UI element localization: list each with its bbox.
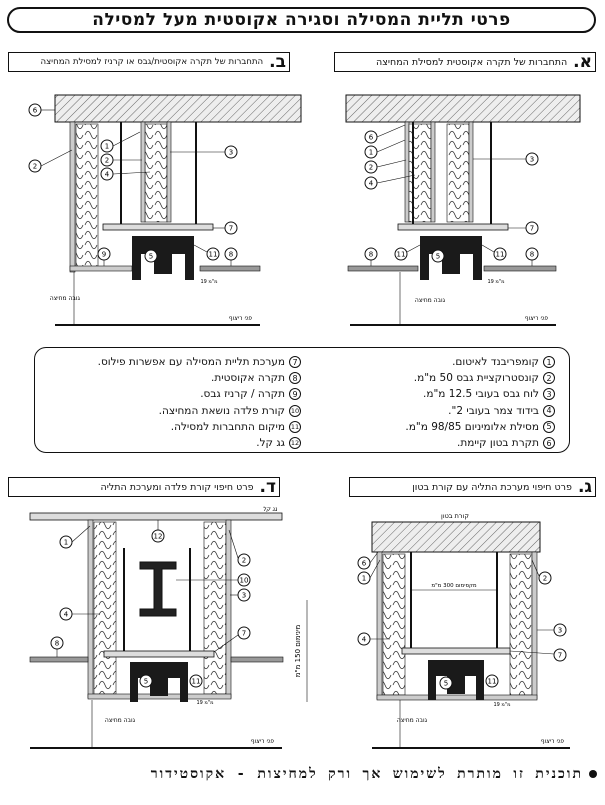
legend-item: 7 מערכת תליית המסילה עם אפשרות פילוס. — [98, 354, 301, 370]
callout-8-right — [526, 248, 538, 266]
panel-d-letter: ד. — [259, 477, 276, 497]
gypsum-board — [405, 122, 409, 222]
svg-text:1: 1 — [63, 538, 69, 547]
partition-height-label: גובה מחיצה — [104, 717, 136, 724]
acoustic-ceiling — [200, 266, 260, 271]
diagram-b — [29, 95, 301, 325]
callout-3 — [537, 624, 566, 636]
callout-11 — [190, 675, 202, 687]
concrete-ceiling — [55, 95, 301, 122]
hanging-plate — [103, 224, 213, 230]
gypsum-soffit — [377, 695, 537, 700]
svg-text:7: 7 — [557, 651, 563, 660]
panel-c-text: פרט חיפוי מערכת התליה עם קורת בטון — [412, 481, 572, 493]
concrete-beam-label: קורת בטון — [441, 512, 469, 520]
partition-height-label: גובה מחיצה — [49, 295, 80, 302]
panel-a-text: התחברות של תקרה אקוסטית למסילת המחיצה — [376, 56, 568, 68]
top-diagrams — [0, 0, 605, 345]
gypsum-board — [88, 520, 93, 698]
svg-text:2: 2 — [368, 163, 374, 172]
legend-item: 12 גג קל. — [256, 437, 300, 450]
gypsum-board — [167, 122, 171, 222]
cornice — [70, 266, 132, 271]
svg-text:7: 7 — [228, 224, 234, 233]
dim-19mm: 19 מ"מ — [493, 702, 511, 708]
svg-text:1: 1 — [104, 142, 110, 151]
callout-2 — [29, 150, 72, 172]
svg-text:11: 11 — [495, 250, 505, 259]
callout-2 — [365, 160, 406, 173]
svg-text:11: 11 — [396, 250, 406, 259]
aluminum-track — [428, 660, 484, 700]
panel-c-letter: ג. — [577, 477, 592, 497]
svg-text:12: 12 — [153, 532, 163, 541]
insulation — [94, 522, 116, 694]
svg-text:3: 3 — [241, 591, 247, 600]
callout-3 — [473, 153, 538, 165]
gypsum-board — [70, 122, 75, 272]
callout-6 — [29, 104, 55, 116]
panel-b-text: התחברות של תקרה אקוסטית/גבס או קרניז למסילת המחיצה — [40, 57, 264, 67]
insulation — [76, 124, 98, 270]
concrete-beam — [372, 522, 540, 552]
callout-3 — [170, 146, 237, 158]
max300-label: מקסימום 300 מ"מ — [431, 583, 477, 589]
panel-a-letter: א. — [573, 52, 592, 72]
callout-6 — [358, 552, 378, 569]
insulation — [145, 124, 167, 222]
callout-5 — [145, 250, 157, 262]
svg-text:8: 8 — [368, 250, 374, 259]
svg-text:4: 4 — [63, 610, 69, 619]
acoustic-ceiling-left — [348, 266, 418, 271]
legend-left-column — [98, 354, 301, 451]
bullet-icon — [589, 770, 597, 778]
callout-1 — [60, 526, 90, 548]
svg-text:2: 2 — [542, 574, 548, 583]
bottom-diagrams — [0, 470, 605, 760]
callout-5 — [140, 675, 152, 687]
legend-right-column — [405, 354, 555, 451]
diagram-c — [358, 512, 570, 748]
svg-text:4: 4 — [104, 170, 110, 179]
acoustic-ceiling-right — [484, 266, 556, 271]
svg-text:5: 5 — [443, 679, 449, 688]
svg-text:5: 5 — [148, 252, 154, 261]
floor-label: פני ריצוף — [228, 315, 252, 322]
svg-text:4: 4 — [368, 179, 374, 188]
svg-text:11: 11 — [487, 677, 497, 686]
gypsum-board — [141, 122, 145, 222]
floor-label: פני ריצוף — [540, 738, 564, 745]
dim-19mm: 19 מ"מ — [196, 700, 214, 706]
svg-text:9: 9 — [101, 250, 107, 259]
svg-text:10: 10 — [239, 576, 249, 585]
diagram-d — [30, 506, 307, 748]
partition-height-label: גובה מחיצה — [414, 297, 446, 304]
callout-8 — [225, 248, 237, 266]
hanging-plate — [104, 651, 214, 657]
svg-text:1: 1 — [368, 148, 374, 157]
svg-text:6: 6 — [361, 559, 367, 568]
legend-item: 3 לוח גבס בעובי 12.5 מ"מ. — [405, 386, 555, 402]
legend-item: 4 בידוד צמר בעובי 2". — [405, 403, 555, 419]
dim-19mm: 19 מ"מ — [487, 279, 505, 285]
legend-item: 1 קומפריבנד לאיטום. — [405, 354, 555, 370]
callout-11 — [486, 675, 498, 687]
svg-text:7: 7 — [241, 629, 247, 638]
aluminum-track — [132, 236, 194, 280]
gypsum-board — [226, 520, 231, 698]
svg-text:8: 8 — [228, 250, 234, 259]
gypsum-board — [377, 552, 382, 699]
svg-text:6: 6 — [368, 133, 374, 142]
callout-5 — [440, 677, 452, 689]
callout-8 — [51, 637, 63, 657]
svg-text:5: 5 — [435, 252, 441, 261]
dim-19mm: 19 מ"מ — [200, 279, 218, 285]
legend-item: 11 מיקום התחברות למסילה. — [170, 420, 300, 433]
svg-text:2: 2 — [32, 162, 38, 171]
legend-box — [34, 347, 570, 453]
svg-text:5: 5 — [143, 677, 149, 686]
light-roof — [30, 513, 282, 520]
svg-text:8: 8 — [529, 250, 535, 259]
svg-text:4: 4 — [361, 635, 367, 644]
hanging-plate — [398, 224, 508, 230]
callout-6 — [365, 125, 405, 143]
partition-height-label: גובה מחיצה — [396, 717, 428, 724]
svg-text:2: 2 — [241, 556, 247, 565]
callout-11 — [194, 245, 219, 260]
callout-3 — [230, 589, 250, 601]
legend-item: 2 קונסטרוקציית גבס 50 מ"מ. — [405, 370, 555, 386]
svg-text:8: 8 — [54, 639, 60, 648]
callout-12 — [152, 520, 164, 542]
svg-text:11: 11 — [191, 677, 201, 686]
insulation — [510, 554, 532, 695]
footer-text: תוכנית זו מותרת לשימוש אך ורק למחיצות - אקוסטידור — [150, 766, 583, 782]
svg-text:3: 3 — [228, 148, 234, 157]
floor-label: פני ריצוף — [250, 738, 274, 745]
callout-11-left — [395, 245, 420, 260]
legend-item: 8 תקרה אקוסטית. — [98, 370, 301, 386]
steel-i-beam — [140, 562, 176, 616]
svg-text:1: 1 — [361, 574, 367, 583]
min150-label: מינימום 150 מ"מ — [294, 624, 302, 678]
footer-note — [0, 766, 597, 783]
panel-b-letter: ב. — [269, 52, 286, 72]
callout-7 — [213, 222, 237, 234]
gypsum-board — [469, 122, 473, 222]
callout-8-left — [365, 248, 377, 266]
legend-item: 5 מסילת אלומיניום 98/85 מ"מ. — [405, 419, 555, 435]
floor-label: פני ריצוף — [524, 315, 548, 322]
callout-5 — [432, 250, 444, 262]
page-title: פרטי תליית המסילה וסגירה אקוסטית מעל למסילה — [92, 10, 511, 30]
legend-item: 6 תקרת בטון קיימת. — [405, 435, 555, 451]
acoustic-ceiling — [30, 657, 88, 662]
diagram-a — [346, 95, 580, 325]
acoustic-ceiling-right — [231, 657, 283, 662]
svg-text:11: 11 — [208, 250, 218, 259]
svg-text:3: 3 — [557, 626, 563, 635]
gypsum-board — [431, 122, 435, 222]
svg-text:3: 3 — [529, 155, 535, 164]
insulation — [447, 124, 469, 222]
concrete-ceiling — [346, 95, 580, 122]
light-roof-label: גג קל — [262, 506, 278, 513]
callout-9 — [98, 248, 110, 266]
svg-text:6: 6 — [32, 106, 38, 115]
legend-item: 10 קורת פלדה נושאת המחיצה. — [158, 404, 300, 417]
panel-d-text: פרט חיפוי קורת פלדה ומערכת התליה — [100, 481, 254, 493]
hanging-plate — [402, 648, 510, 654]
gypsum-board — [532, 552, 537, 699]
legend-item: 9 תקרה / קרניז גבס. — [98, 386, 301, 402]
callout-2 — [229, 530, 250, 566]
callout-11-right — [482, 245, 506, 260]
svg-text:2: 2 — [104, 156, 110, 165]
insulation — [383, 554, 405, 695]
svg-text:7: 7 — [529, 224, 535, 233]
insulation — [204, 522, 226, 694]
callout-7 — [508, 222, 538, 234]
aluminum-track — [420, 236, 482, 280]
